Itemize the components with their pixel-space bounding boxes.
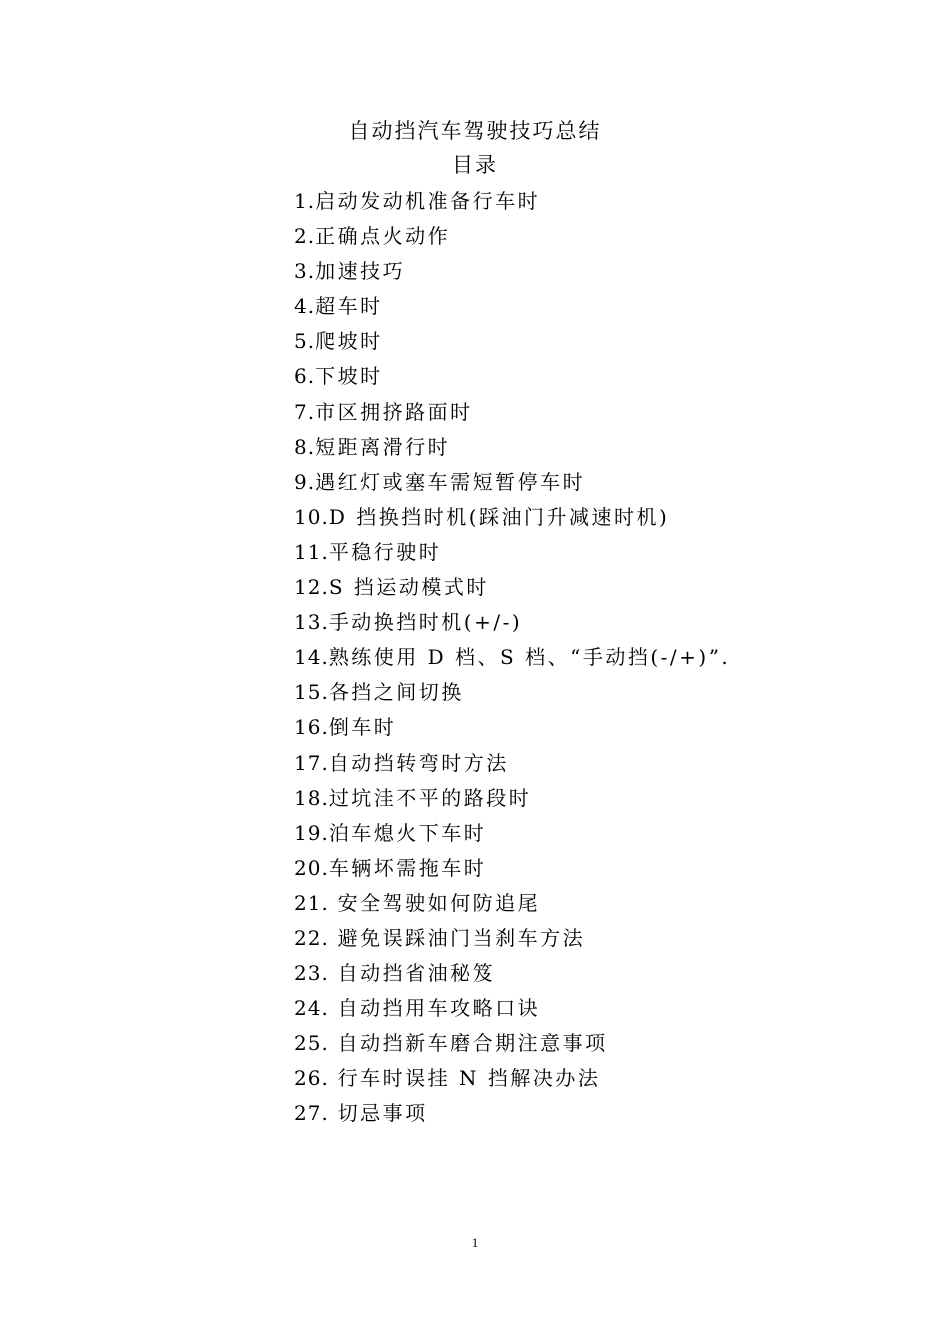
toc-item bbox=[294, 923, 730, 958]
toc-item-number: 27. bbox=[294, 1101, 329, 1126]
toc-item bbox=[294, 221, 730, 256]
toc-item-text: 正确点火动作 bbox=[315, 224, 451, 249]
toc-item-text: 爬坡时 bbox=[315, 329, 383, 354]
toc-item-text: 平稳行驶时 bbox=[328, 539, 442, 564]
toc-item-text: 手动换挡时机(+/-) bbox=[328, 610, 523, 635]
toc-item-text: 过坑洼不平的路段时 bbox=[328, 785, 532, 810]
toc-item bbox=[294, 186, 730, 221]
toc-item bbox=[294, 1028, 730, 1063]
toc-item bbox=[294, 712, 730, 747]
toc-list bbox=[294, 186, 730, 1134]
toc-item bbox=[294, 818, 730, 853]
toc-item-text: 切忌事项 bbox=[328, 1101, 428, 1126]
toc-item bbox=[294, 853, 730, 888]
toc-item-text: 加速技巧 bbox=[315, 259, 406, 284]
toc-item-number: 2. bbox=[294, 224, 316, 249]
toc-item-text: 短距离滑行时 bbox=[315, 434, 451, 459]
toc-item-text: 下坡时 bbox=[315, 364, 383, 389]
toc-item bbox=[294, 642, 730, 677]
toc-item-text: 遇红灯或塞车需短暂停车时 bbox=[315, 469, 586, 494]
toc-item bbox=[294, 993, 730, 1028]
toc-item bbox=[294, 256, 730, 291]
toc-item-number: 16. bbox=[294, 715, 329, 740]
toc-item-text: 市区拥挤路面时 bbox=[315, 399, 473, 424]
toc-item-text: 安全驾驶如何防追尾 bbox=[328, 890, 541, 915]
toc-item-text: 车辆坏需拖车时 bbox=[328, 855, 487, 880]
toc-heading: 目录 bbox=[452, 153, 498, 177]
toc-item-number: 26. bbox=[294, 1066, 329, 1091]
toc-item-number: 21. bbox=[294, 890, 329, 915]
toc-item bbox=[294, 1063, 730, 1098]
toc-item-number: 7. bbox=[294, 399, 316, 424]
toc-item-number: 20. bbox=[294, 855, 329, 880]
toc-item-number: 17. bbox=[294, 750, 329, 775]
toc-item bbox=[294, 677, 730, 712]
document-title: 自动挡汽车驾驶技巧总结 bbox=[348, 119, 602, 143]
toc-item bbox=[294, 537, 730, 572]
toc-item-text: 自动挡新车磨合期注意事项 bbox=[328, 1031, 608, 1056]
toc-item-number: 19. bbox=[294, 820, 329, 845]
toc-item-number: 14. bbox=[294, 645, 329, 670]
toc-item bbox=[294, 397, 730, 432]
toc-item-text: 倒车时 bbox=[328, 715, 397, 740]
toc-item bbox=[294, 361, 730, 396]
toc-item bbox=[294, 326, 730, 361]
toc-item bbox=[294, 467, 730, 502]
toc-item-number: 5. bbox=[294, 329, 316, 354]
toc-item-number: 11. bbox=[294, 539, 329, 564]
toc-item-text: S 挡运动模式时 bbox=[328, 575, 489, 600]
toc-item-number: 13. bbox=[294, 610, 329, 635]
page-number: 1 bbox=[471, 1235, 479, 1250]
toc-item-text: 行车时误挂 N 挡解决办法 bbox=[328, 1066, 601, 1091]
toc-item-number: 1. bbox=[294, 189, 316, 213]
toc-item-number: 18. bbox=[294, 785, 329, 810]
toc-item bbox=[294, 1098, 730, 1133]
toc-item-number: 10. bbox=[294, 504, 329, 529]
toc-item-number: 25. bbox=[294, 1031, 329, 1056]
toc-item-number: 3. bbox=[294, 259, 316, 284]
toc-item-number: 6. bbox=[294, 364, 316, 389]
toc-item-text: 泊车熄火下车时 bbox=[328, 820, 487, 845]
toc-item bbox=[294, 888, 730, 923]
toc-item bbox=[294, 748, 730, 783]
toc-item-text: 超车时 bbox=[315, 294, 383, 319]
toc-item-number: 4. bbox=[294, 294, 316, 319]
toc-item bbox=[294, 783, 730, 818]
toc-item-text: 各挡之间切换 bbox=[328, 680, 464, 705]
toc-item bbox=[294, 502, 730, 537]
toc-item-number: 12. bbox=[294, 575, 329, 600]
toc-item bbox=[294, 607, 730, 642]
toc-item-text: 启动发动机准备行车时 bbox=[315, 189, 541, 213]
toc-item-text: D 挡换挡时机(踩油门升减速时机) bbox=[328, 504, 670, 529]
toc-item bbox=[294, 572, 730, 607]
toc-item-number: 9. bbox=[294, 469, 316, 494]
toc-item-number: 23. bbox=[294, 961, 329, 986]
toc-item-text: 自动挡省油秘笈 bbox=[328, 961, 496, 986]
toc-item-number: 22. bbox=[294, 925, 329, 950]
toc-item-number: 8. bbox=[294, 434, 316, 459]
toc-item bbox=[294, 291, 730, 326]
toc-item-text: 自动挡用车攻略口诀 bbox=[328, 996, 541, 1021]
toc-item bbox=[294, 958, 730, 993]
toc-item-number: 24. bbox=[294, 996, 329, 1021]
toc-item-text: 自动挡转弯时方法 bbox=[328, 750, 509, 775]
toc-item bbox=[294, 432, 730, 467]
toc-item-text: 熟练使用 D 档、S 档、“手动挡(-/+)”. bbox=[328, 645, 731, 670]
toc-item-text: 避免误踩油门当刹车方法 bbox=[328, 925, 586, 950]
toc-item-number: 15. bbox=[294, 680, 329, 705]
